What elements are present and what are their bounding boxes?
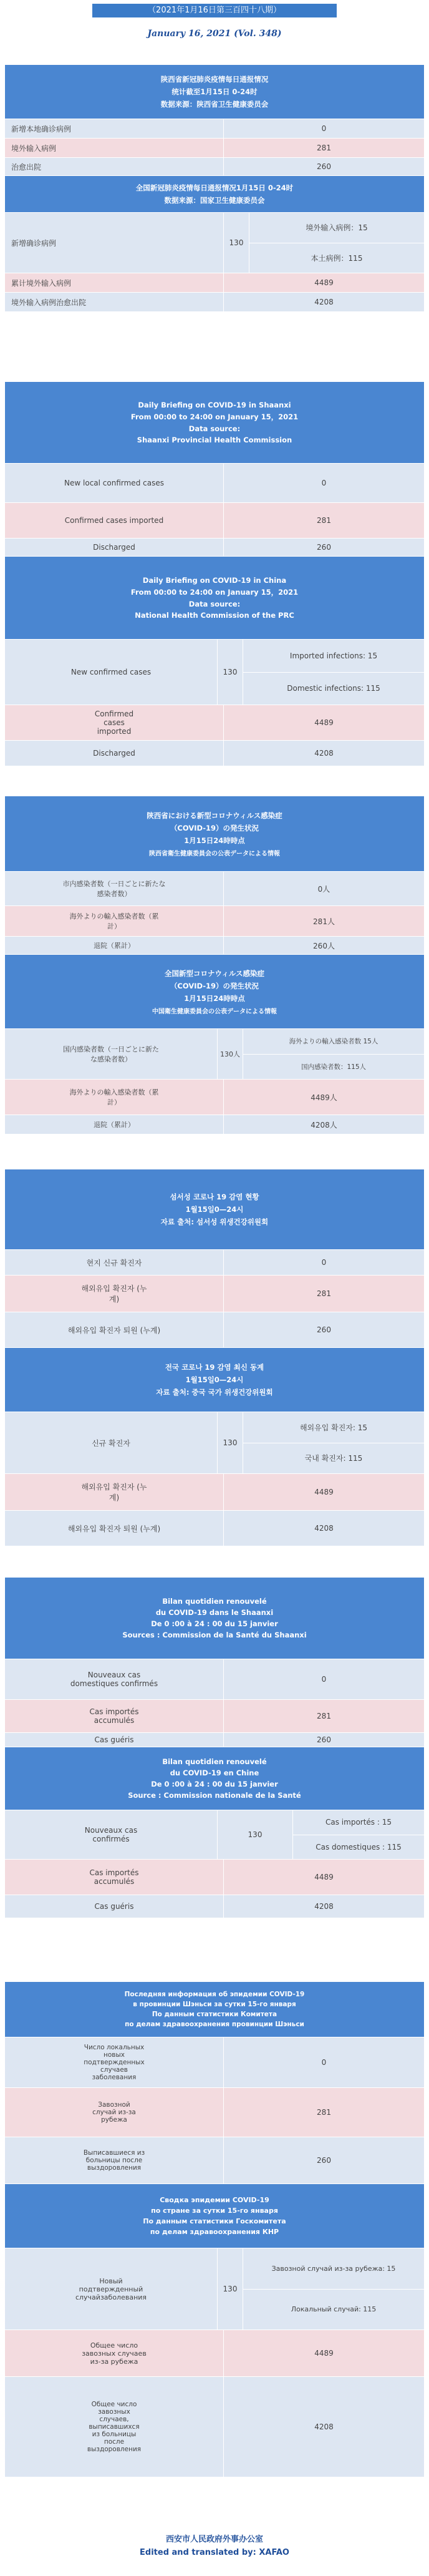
table-row: New confirmed cases 130 Imported infections: 15 Domestic infections: 115 (5, 640, 424, 705)
section-fr (5, 1578, 424, 1918)
kr-nat-title: 전국 코로나 19 감염 최신 동계 1월15일0—24시 자료 출처: 중국 국가 위생건강위원회 (5, 1348, 424, 1412)
issue-date: January 16, 2021 (Vol. 348) (147, 29, 282, 39)
table-row: 해외유입 확진자 (누계) 4489 (5, 1474, 424, 1511)
table-row: Confirmed cases imported 281 (5, 503, 424, 539)
jp-nat-title: 全国新型コロナウィルス感染症 （COVID-19）の発生状況 1月15日24時時点 中国衛生健康委員会の公表データによる情報 (5, 955, 424, 1029)
table-row: 신규 확진자 130 해외유입 확진자: 15 국내 확진자: 115 (5, 1412, 424, 1474)
table-row: Nouveaux cas confirmés 130 Cas importés : 15 Cas domestiques : 115 (5, 1810, 424, 1860)
issue-header: （2021年1月16日第三百四十八期） (92, 4, 337, 17)
table-row: 新增本地确诊病例 0 (5, 119, 424, 139)
table-row: Discharged 260 (5, 539, 424, 557)
cn-nat-title: 全国新冠肺炎疫情每日通报情况1月15日 0-24时 数据来源：国家卫生健康委员会 (5, 176, 424, 213)
cn-prov-title: 陕西省新冠肺炎疫情每日通报情况 统计截至1月15日 0-24时 数据来源：陕西省卫生健康委员会 (5, 65, 424, 119)
table-row: 退院（累計） 260人 (5, 937, 424, 955)
section-en (5, 382, 424, 766)
ru-nat-title: Сводка эпидемии COVID-19 по стране за сутки 15-го января По данным статистики Госкомитета по делам здравоохранения КНР (5, 2184, 424, 2248)
table-row: 国内感染者数（一日ごとに新たな感染者数） 130人 海外よりの輸入感染者数 15人 国内感染者数：115人 (5, 1029, 424, 1080)
table-row: 海外よりの輸入感染者数（累計） 281人 (5, 906, 424, 937)
table-row: New local confirmed cases 0 (5, 464, 424, 503)
table-row: 현지 신규 확진자 0 (5, 1250, 424, 1276)
table-row: 累计境外输入病例 4489 (5, 273, 424, 293)
table-row: Общее число завозных случаев из-за рубежа 4489 (5, 2330, 424, 2377)
table-row: 해외유입 확진자 (누계) 281 (5, 1276, 424, 1312)
fr-nat-title: Bilan quotidien renouvelé du COVID-19 en Chine De 0 :00 à 24 : 00 du 15 janvier Source : Commission nationale de la Santé (5, 1747, 424, 1810)
en-prov-title: Daily Briefing on COVID-19 in Shaanxi From 00:00 to 24:00 on January 15，2021 Data source: Shaanxi Provincial Health Commission (5, 382, 424, 464)
table-row: 新增确诊病例 130 境外输入病例：15 本土病例：115 (5, 213, 424, 273)
table-row: 해외유입 확진자 퇴원 (누계) 4208 (5, 1511, 424, 1546)
table-row: 境外输入病例 281 (5, 139, 424, 158)
section-kr (5, 1169, 424, 1546)
table-row: 해외유입 확진자 퇴원 (누계) 260 (5, 1312, 424, 1348)
table-row: Выписавшиеся из больницы после выздоровления 260 (5, 2137, 424, 2184)
table-row: 境外输入病例治愈出院 4208 (5, 293, 424, 312)
section-jp (5, 796, 424, 1134)
ru-prov-title: Последняя информация об эпидемии COVID-19 в провинции Шэньси за сутки 15-го января По данным статистики Комитета по делам здравоохранения провинции Шэньси (5, 1982, 424, 2037)
table-row: Cas importés accumulés 281 (5, 1700, 424, 1733)
table-row: Завозной случай из-за рубежа 281 (5, 2088, 424, 2137)
table-row: 治愈出院 260 (5, 158, 424, 176)
table-row: 退院（累計） 4208人 (5, 1115, 424, 1134)
section-cn (5, 65, 424, 312)
table-row: 市内感染者数（一日ごとに新たな感染者数） 0人 (5, 872, 424, 906)
table-row: Число локальных новых подтвержденных случаев заболевания 0 (5, 2037, 424, 2088)
footer (0, 2532, 429, 2557)
table-row: 海外よりの輸入感染者数（累計） 4489人 (5, 1080, 424, 1115)
footer-office: 西安市人民政府外事办公室 (165, 2535, 263, 2544)
kr-prov-title: 섬서성 코로나 19 감염 현황 1월15일0—24시 자료 출처: 섬서성 위생건강위원회 (5, 1169, 424, 1250)
table-row: Cas importés accumulés 4489 (5, 1860, 424, 1895)
table-row: Nouveaux cas domestiques confirmés 0 (5, 1659, 424, 1700)
table-row: Cas guéris 260 (5, 1733, 424, 1747)
table-row: Новый подтвержденный случайзаболевания 130 Завозной случай из-за рубежа: 15 Локальный случай: 115 (5, 2248, 424, 2330)
table-row: Confirmed cases imported 4489 (5, 705, 424, 741)
section-ru (5, 1982, 424, 2477)
table-row: Cas guéris 4208 (5, 1895, 424, 1918)
jp-prov-title: 陝西省における新型コロナウィルス感染症 （COVID-19）の発生状況 1月15日24時時点 陝西省衛生健康委員会の公表データによる情報 (5, 796, 424, 872)
table-row: Discharged 4208 (5, 741, 424, 766)
table-row: Общее число завозных случаев, выписавшихся из больницы после выздоровления 4208 (5, 2377, 424, 2477)
fr-prov-title: Bilan quotidien renouvelé du COVID-19 dans le Shaanxi De 0 :00 à 24 : 00 du 15 janvier Sources : Commission de la Santé du Shaanxi (5, 1578, 424, 1659)
footer-credit: Edited and translated by: XAFAO (140, 2548, 289, 2557)
en-nat-title: Daily Briefing on COVID-19 in China From 00:00 to 24:00 on January 15，2021 Data source: National Health Commission of the PRC (5, 557, 424, 640)
